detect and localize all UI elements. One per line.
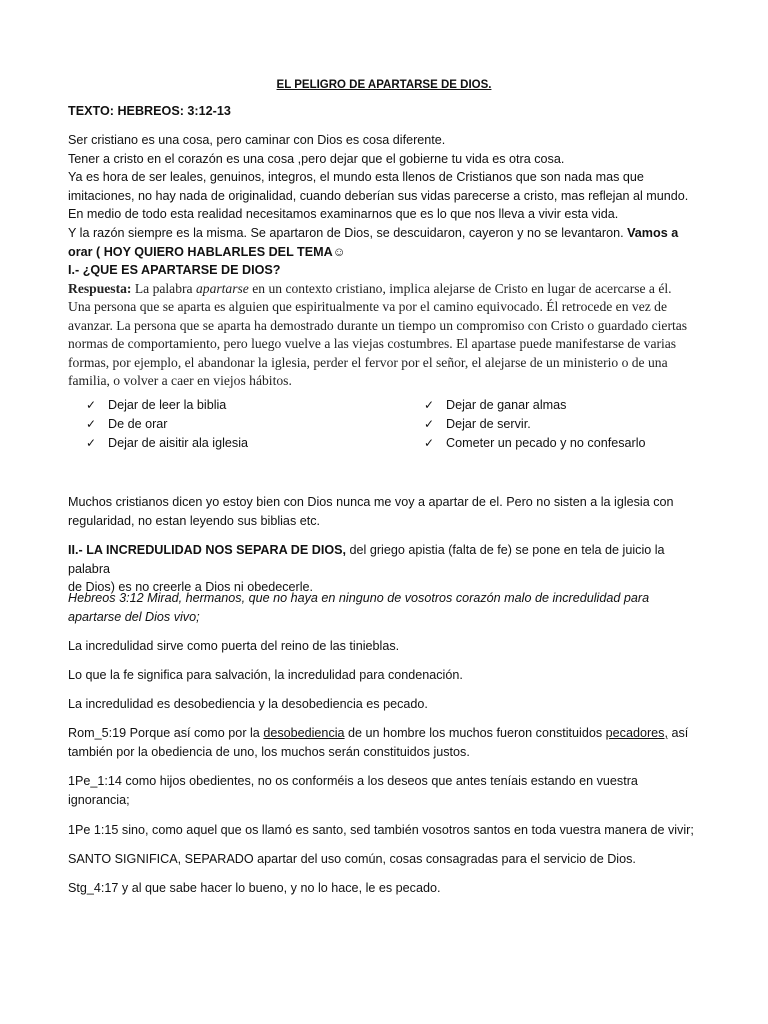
checkmark-icon: ✓ <box>86 417 97 431</box>
checklist-item: ✓ Dejar de ganar almas <box>424 396 646 415</box>
checkmark-icon: ✓ <box>424 436 435 450</box>
apartarse-word: apartarse <box>195 281 249 296</box>
checklist <box>68 396 708 456</box>
intro-line: imitaciones, no hay nada de originalidad, cuando deberían sus vidas parecerse a cristo, mas reflejan al mundo. <box>68 188 689 203</box>
respuesta-line: Una persona que se aparta es alguien que espiritualmente va por el camino equivocado. Él retrocede en vez de <box>68 299 668 315</box>
checklist-item: ✓ Dejar de servir. <box>424 415 646 434</box>
checkmark-icon: ✓ <box>86 436 97 450</box>
orar-line: orar ( HOY QUIERO HABLARLES DEL TEMA☺ <box>68 244 346 259</box>
checklist-item: ✓ Cometer un pecado y no confesarlo <box>424 434 646 453</box>
respuesta-label: Respuesta: <box>68 281 132 296</box>
vamos-a-text: Vamos a <box>627 225 679 240</box>
intro-line: En medio de todo esta realidad necesitamos examinarnos que es lo que nos lleva a vivir esta vida. <box>68 207 619 222</box>
checklist-right-column <box>424 396 646 453</box>
respuesta-line: familia, o volver a caer en viejos hábitos. <box>68 373 292 389</box>
respuesta-line: formas, por ejemplo, el abandonar la iglesia, perder el fervor por el señor, el alejarse de un ministerio o de una <box>68 354 668 370</box>
muchos-paragraph: Muchos cristianos dicen yo estoy bien con Dios nunca me voy a apartar de el. Pero no sisten a la iglesia con regularidad, no estan leyendo sus biblias etc. <box>68 495 674 528</box>
section2-heading: II.- LA INCREDULIDAD NOS SEPARA DE DIOS, <box>68 543 347 557</box>
romanos-verse: Rom_5:19 Porque así como por la desobediencia de un hombre los muchos fueron constituidos pecadores, así también por la obediencia de uno, los muchos serán constituidos justos. <box>68 726 689 759</box>
checklist-item: ✓ De de orar <box>86 415 248 434</box>
section2-paragraph: II.- LA INCREDULIDAD NOS SEPARA DE DIOS, del griego apistia (falta de fe) se pone en tela de juicio la palabra de Dios) es no creerle a Dios ni obedecerle. <box>68 543 665 595</box>
intro-line-last: Y la razón siempre es la misma. Se apartaron de Dios, se descuidaron, cayeron y no se levantaron. Vamos a <box>68 225 679 240</box>
desobediencia-underlined: desobediencia <box>263 726 345 740</box>
checkmark-icon: ✓ <box>86 398 97 412</box>
fe-paragraph: Lo que la fe significa para salvación, la incredulidad para condenación. <box>68 668 463 682</box>
hebreos-quote: Hebreos 3:12 Mirad, hermanos, que no haya en ninguno de vosotros corazón malo de incredulidad para apartarse del Dios vivo; <box>68 591 650 624</box>
santiago-verse: Stg_4:17 y al que sabe hacer lo bueno, y no lo hace, le es pecado. <box>68 881 441 895</box>
intro-line: Tener a cristo en el corazón es una cosa ,pero dejar que el gobierne tu vida es otra cosa. <box>68 151 565 166</box>
checklist-item: ✓ Dejar de aisitir ala iglesia <box>86 434 248 453</box>
smiley-icon: ☺ <box>332 244 346 259</box>
respuesta-line: avanzar. La persona que se aparta ha demostrado durante un tiempo un compromiso con Cristo o guardado ciertas <box>68 317 688 333</box>
pecadores-underlined: pecadores, <box>605 726 668 740</box>
pedro-1-14-verse: 1Pe_1:14 como hijos obedientes, no os conforméis a los deseos que antes teníais estando en vuestra ignorancia; <box>68 774 638 807</box>
checklist-item: ✓ Dejar de leer la biblia <box>86 396 248 415</box>
desobediencia-paragraph: La incredulidad es desobediencia y la desobediencia es pecado. <box>68 697 428 711</box>
section1-heading: I.- ¿QUE ES APARTARSE DE DIOS? <box>68 263 281 278</box>
document-title: EL PELIGRO DE APARTARSE DE DIOS. <box>276 79 492 91</box>
intro-line: Ya es hora de ser leales, genuinos, integros, el mundo esta llenos de Cristianos que son nada mas que <box>68 170 644 185</box>
checkmark-icon: ✓ <box>424 398 435 412</box>
scripture-reference: TEXTO: HEBREOS: 3:12-13 <box>68 104 231 118</box>
respuesta-line: Respuesta: La palabra apartarse en un contexto cristiano, implica alejarse de Cristo en lugar de acercarse a él. <box>68 281 672 296</box>
checklist-left-column <box>86 396 248 453</box>
pedro-1-15-verse: 1Pe 1:15 sino, como aquel que os llamó es santo, sed también vosotros santos en toda vuestra manera de vivir; <box>68 823 694 837</box>
intro-paragraph <box>68 131 708 280</box>
santo-paragraph: SANTO SIGNIFICA, SEPARADO apartar del uso común, cosas consagradas para el servicio de Dios. <box>68 852 636 866</box>
checkmark-icon: ✓ <box>424 417 435 431</box>
puerta-paragraph: La incredulidad sirve como puerta del reino de las tinieblas. <box>68 639 400 653</box>
respuesta-paragraph <box>68 280 708 390</box>
intro-line: Ser cristiano es una cosa, pero caminar con Dios es cosa diferente. <box>68 133 446 147</box>
respuesta-line: normas de comportamiento, pero luego vuelve a las viejas costumbres. El apartase puede manifestarse de varias <box>68 336 677 352</box>
